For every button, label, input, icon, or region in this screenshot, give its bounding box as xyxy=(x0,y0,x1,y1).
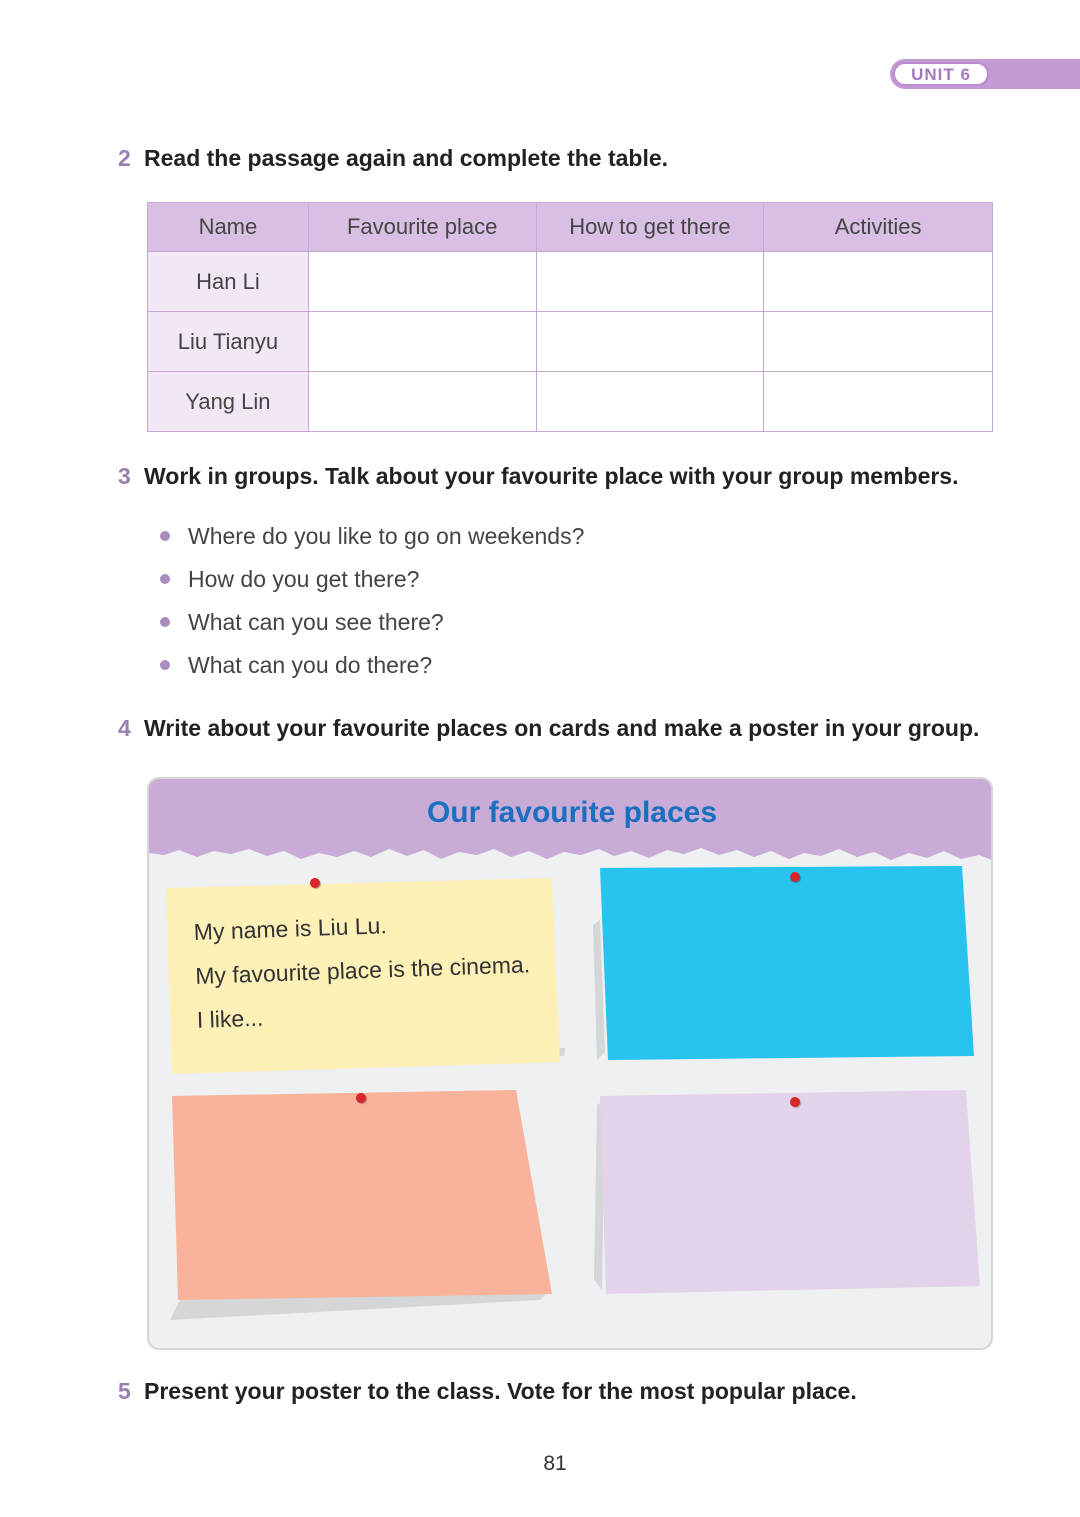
bullet-icon xyxy=(160,531,170,541)
blue-note[interactable] xyxy=(600,866,974,1060)
bullet-icon xyxy=(160,574,170,584)
question-text: What can you see there? xyxy=(188,609,444,635)
task-5 xyxy=(118,1378,857,1405)
answer-cell[interactable] xyxy=(536,252,764,312)
pin-icon xyxy=(790,1097,800,1107)
task-3-number: 3 xyxy=(118,463,131,489)
example-note-text xyxy=(193,898,532,1042)
answer-cell[interactable] xyxy=(308,312,536,372)
question-text: Where do you like to go on weekends? xyxy=(188,523,585,549)
peach-note[interactable] xyxy=(172,1090,552,1300)
pin-icon xyxy=(790,872,800,882)
question-text: How do you get there? xyxy=(188,566,420,592)
header-name: Name xyxy=(148,203,309,252)
list-item xyxy=(160,601,584,644)
table-row xyxy=(148,372,993,432)
header-favourite-place: Favourite place xyxy=(308,203,536,252)
answer-cell[interactable] xyxy=(764,252,993,312)
header-how-to-get-there: How to get there xyxy=(536,203,764,252)
row-name: Han Li xyxy=(148,252,309,312)
completion-table xyxy=(147,202,993,432)
note-line: I like... xyxy=(196,1004,264,1033)
lilac-note[interactable] xyxy=(600,1090,980,1294)
bullet-icon xyxy=(160,617,170,627)
note-line: My favourite place is the cinema. xyxy=(194,951,531,989)
answer-cell[interactable] xyxy=(536,312,764,372)
question-list xyxy=(160,515,584,687)
task-5-number: 5 xyxy=(118,1378,131,1404)
task-3-instruction: Work in groups. Talk about your favourite place with your group members. xyxy=(144,463,959,489)
task-5-instruction: Present your poster to the class. Vote for the most popular place. xyxy=(144,1378,857,1404)
bullet-icon xyxy=(160,660,170,670)
task-4 xyxy=(118,715,979,742)
table-row xyxy=(148,252,993,312)
table-row xyxy=(148,312,993,372)
list-item xyxy=(160,558,584,601)
task-4-number: 4 xyxy=(118,715,131,741)
task-4-instruction: Write about your favourite places on cards and make a poster in your group. xyxy=(144,715,980,741)
row-name: Yang Lin xyxy=(148,372,309,432)
pin-icon xyxy=(356,1093,366,1103)
task-2-instruction: Read the passage again and complete the table. xyxy=(144,145,669,171)
answer-cell[interactable] xyxy=(764,372,993,432)
task-3 xyxy=(118,463,959,490)
answer-cell[interactable] xyxy=(764,312,993,372)
list-item xyxy=(160,515,584,558)
list-item xyxy=(160,644,584,687)
table-header-row xyxy=(148,203,993,252)
page-number: 81 xyxy=(543,1452,567,1475)
question-text: What can you do there? xyxy=(188,652,433,678)
answer-cell[interactable] xyxy=(308,252,536,312)
header-activities: Activities xyxy=(764,203,993,252)
answer-cell[interactable] xyxy=(308,372,536,432)
task-2 xyxy=(118,145,668,172)
answer-cell[interactable] xyxy=(536,372,764,432)
row-name: Liu Tianyu xyxy=(148,312,309,372)
note-line: My name is Liu Lu. xyxy=(193,912,388,945)
poster-title: Our favourite places xyxy=(426,796,718,829)
pin-icon xyxy=(310,878,320,888)
unit-label: UNIT 6 xyxy=(893,62,989,86)
task-2-number: 2 xyxy=(118,145,131,171)
